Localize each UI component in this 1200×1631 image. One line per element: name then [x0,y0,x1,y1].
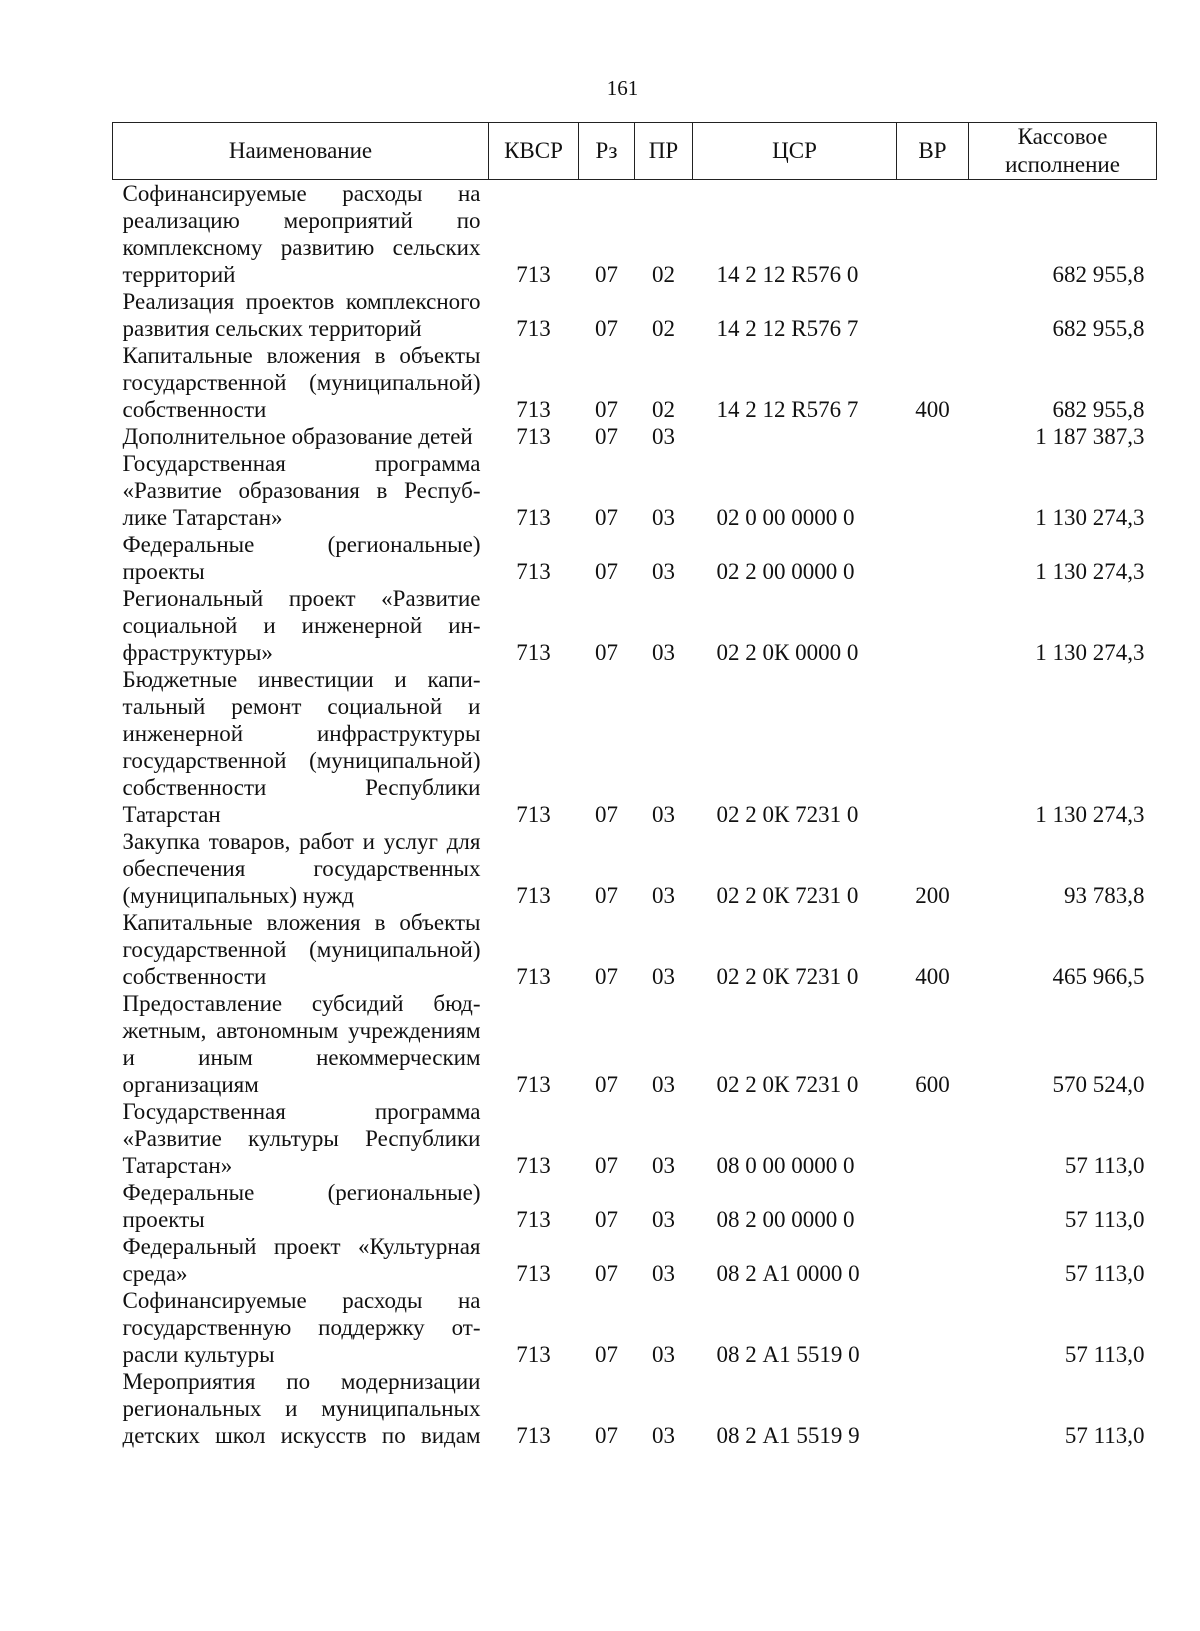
cell-pr: 03 [652,1072,675,1097]
cell-vr [897,585,969,666]
cell-rz: 07 [595,1342,618,1367]
cell-kvsr: 713 [516,640,551,665]
cell-vr [897,180,969,289]
cell-amount: 1 130 274,3 [1035,802,1145,827]
cell-csr: 08 0 00 0000 0 [716,1153,855,1178]
cell-rz: 07 [595,262,618,287]
cell-csr: 08 2 А1 5519 0 [716,1342,860,1367]
cell-vr [897,1179,969,1233]
cell-vr [897,1233,969,1287]
cell-pr: 03 [652,640,675,665]
cell-rz: 07 [595,316,618,341]
cell-pr: 03 [652,1261,675,1286]
cell-rz: 07 [595,964,618,989]
cell-rz: 07 [595,505,618,530]
cell-name: Государственная программа «Развитие образования в Республике Татарстан» [122,451,481,530]
cell-csr: 08 2 А1 5519 9 [716,1423,860,1448]
table-row [113,1098,1157,1179]
header-kassovoe-ispolnenie: Кассовое исполнение [969,123,1157,180]
cell-pr: 03 [652,964,675,989]
cell-name: Софинансируемые расходы на государственную поддержку отрасли культуры [122,1288,481,1367]
cell-amount: 57 113,0 [1064,1423,1145,1448]
table-row [113,990,1157,1098]
cell-vr [897,1098,969,1179]
cell-rz: 07 [595,397,618,422]
cell-vr [897,423,969,450]
cell-pr: 03 [652,802,675,827]
cell-vr: 400 [915,964,950,989]
header-pr: ПР [635,123,693,180]
cell-kvsr: 713 [516,1207,551,1232]
cell-rz: 07 [595,559,618,584]
cell-kvsr: 713 [516,262,551,287]
table-row [113,909,1157,990]
cell-csr: 08 2 00 0000 0 [716,1207,855,1232]
cell-name: Софинансируемые расходы на реализацию мероприятий по комплексному развитию сельских территорий [122,181,481,287]
cell-name: Федеральные (региональные) проекты [122,532,481,584]
cell-csr: 02 2 0К 7231 0 [716,1072,859,1097]
cell-rz: 07 [595,1153,618,1178]
cell-name: Реализация проектов комплексного развития сельских территорий [122,289,481,341]
cell-kvsr: 713 [516,1342,551,1367]
cell-kvsr: 713 [516,316,551,341]
cell-amount: 57 113,0 [1064,1342,1145,1367]
header-name: Наименование [113,123,489,180]
header-csr: ЦСР [693,123,897,180]
cell-name: Государственная программа «Развитие культуры Республики Татарстан» [122,1099,481,1178]
cell-kvsr: 713 [516,883,551,908]
cell-amount: 1 130 274,3 [1035,559,1145,584]
cell-name: Капитальные вложения в объекты государственной (муниципальной) собственности [122,343,481,422]
header-vr: ВР [897,123,969,180]
table-row [113,1179,1157,1233]
cell-amount: 1 130 274,3 [1035,640,1145,665]
cell-pr: 03 [652,559,675,584]
cell-amount: 93 783,8 [1064,883,1145,908]
table-body [113,180,1157,1450]
page-number: 161 [606,76,639,100]
table-row [113,342,1157,423]
cell-name: Федеральный проект «Культурная среда» [122,1234,481,1286]
cell-pr: 03 [652,1207,675,1232]
table-row [113,288,1157,342]
cell-amount: 1 187 387,3 [1035,424,1145,449]
cell-amount: 682 955,8 [1052,262,1145,287]
cell-pr: 03 [652,1342,675,1367]
cell-amount: 1 130 274,3 [1035,505,1145,530]
cell-kvsr: 713 [516,1153,551,1178]
cell-amount: 57 113,0 [1064,1261,1145,1286]
header-kvsr: КВСР [489,123,579,180]
cell-rz: 07 [595,1261,618,1286]
cell-amount: 57 113,0 [1064,1153,1145,1178]
cell-name: Предоставление субсидий бюджетным, автономным учреждениям и иным некоммерческим организациям [122,991,481,1097]
cell-amount: 682 955,8 [1052,397,1145,422]
cell-name: Дополнительное образование детей [122,424,473,449]
cell-vr [897,1287,969,1368]
budget-table [112,122,1157,1449]
cell-name: Региональный проект «Развитие социальной и инженерной инфраструктуры» [122,586,481,665]
header-row [113,123,1157,180]
cell-vr [897,288,969,342]
cell-amount: 57 113,0 [1064,1207,1145,1232]
cell-kvsr: 713 [516,1072,551,1097]
cell-vr: 400 [915,397,950,422]
cell-vr: 200 [915,883,950,908]
cell-rz: 07 [595,640,618,665]
cell-name: Федеральные (региональные) проекты [122,1180,481,1232]
table-row [113,585,1157,666]
cell-rz: 07 [595,1072,618,1097]
cell-rz: 07 [595,424,618,449]
table-row [113,423,1157,450]
cell-pr: 03 [652,424,675,449]
cell-kvsr: 713 [516,505,551,530]
cell-kvsr: 713 [516,1261,551,1286]
cell-name: Бюджетные инвестиции и капитальный ремонт социальной и инженерной инфраструктуры государственной (муниципальной) собственности Республики Татарстан [122,667,481,827]
header-rz: Рз [579,123,635,180]
cell-vr [897,531,969,585]
cell-csr: 08 2 А1 0000 0 [716,1261,860,1286]
cell-kvsr: 713 [516,424,551,449]
cell-csr: 14 2 12 R576 7 [716,316,859,341]
table-row [113,828,1157,909]
table-header [113,123,1157,180]
table-row [113,1368,1157,1449]
cell-rz: 07 [595,802,618,827]
cell-csr [693,423,897,450]
cell-pr: 02 [652,397,675,422]
cell-name: Закупка товаров, работ и услуг для обеспечения государственных (муниципальных) нужд [122,829,481,908]
cell-csr: 02 2 0К 7231 0 [716,964,859,989]
cell-name: Капитальные вложения в объекты государственной (муниципальной) собственности [122,910,481,989]
cell-name: Мероприятия по модернизации региональных и муниципальных детских школ искусств по видам [122,1369,481,1448]
cell-csr: 02 0 00 0000 0 [716,505,855,530]
cell-pr: 03 [652,1423,675,1448]
cell-kvsr: 713 [516,964,551,989]
cell-csr: 14 2 12 R576 0 [716,262,859,287]
cell-amount: 465 966,5 [1052,964,1145,989]
cell-amount: 682 955,8 [1052,316,1145,341]
cell-vr [897,1368,969,1449]
table-row [113,1233,1157,1287]
table-row [113,450,1157,531]
cell-kvsr: 713 [516,559,551,584]
cell-kvsr: 713 [516,1423,551,1448]
cell-rz: 07 [595,1207,618,1232]
cell-csr: 02 2 00 0000 0 [716,559,855,584]
cell-kvsr: 713 [516,397,551,422]
cell-csr: 14 2 12 R576 7 [716,397,859,422]
table-row [113,666,1157,828]
cell-pr: 02 [652,262,675,287]
cell-vr: 600 [915,1072,950,1097]
cell-csr: 02 2 0К 7231 0 [716,802,859,827]
table-row [113,1287,1157,1368]
cell-pr: 03 [652,883,675,908]
cell-rz: 07 [595,1423,618,1448]
cell-amount: 570 524,0 [1052,1072,1145,1097]
cell-pr: 03 [652,1153,675,1178]
table-row [113,531,1157,585]
cell-csr: 02 2 0К 0000 0 [716,640,859,665]
table-row [113,180,1157,289]
cell-vr [897,450,969,531]
cell-csr: 02 2 0К 7231 0 [716,883,859,908]
cell-pr: 03 [652,505,675,530]
cell-rz: 07 [595,883,618,908]
cell-vr [897,666,969,828]
cell-kvsr: 713 [516,802,551,827]
cell-pr: 02 [652,316,675,341]
